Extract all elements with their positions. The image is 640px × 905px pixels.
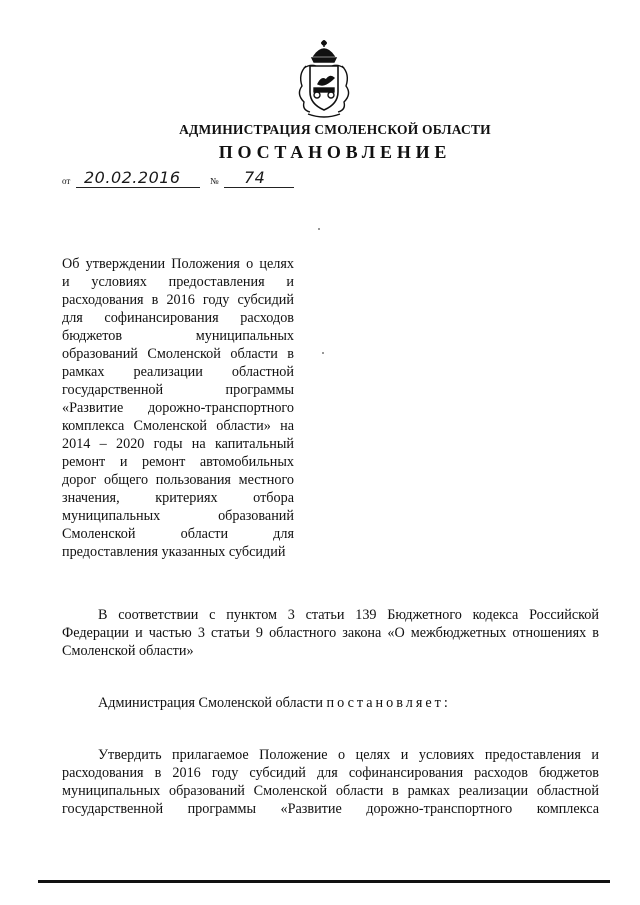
coat-of-arms-icon <box>292 38 356 120</box>
resolves-prefix: Администрация Смоленской области <box>98 695 323 711</box>
approve-paragraph: Утвердить прилагаемое Положение о целях и условиях предоставления и расходования в 2016 году субсидий для софинансирования расходов бюджетов муниципальных образований Смоленской области в рамках реализации областной государственной программы «Развитие дорожно-транспортного комплекса <box>62 747 599 817</box>
legal-basis-paragraph: В соответствии с пунктом 3 статьи 139 Бюджетного кодекса Российской Федерации и частью 3 статьи 9 областного закона «О межбюджетных отношениях в Смоленской области» <box>62 607 599 659</box>
number-label: № <box>210 176 219 186</box>
scan-speck <box>322 352 324 354</box>
date-value: 20.02.2016 <box>84 168 181 187</box>
date-number-row <box>62 170 322 192</box>
resolves-word: постановляет: <box>326 695 451 711</box>
scan-speck <box>318 228 320 230</box>
document-subject: Об утверждении Положения о целях и условиях предоставления и расходования в 2016 году субсидий для софинансирования расходов бюджетов муниципальных образований Смоленской области в рамках реализации областной государственной программы «Развитие дорожно-транспортного комплекса Смоленской области» на 2014 – 2020 годы на капитальный ремонт и ремонт автомобильных дорог общего пользования местного значения, критериях отбора муниципальных образований Смоленской области для предоставления указанных субсидий <box>62 256 294 560</box>
date-label: от <box>62 176 71 186</box>
organization-title: АДМИНИСТРАЦИЯ СМОЛЕНСКОЙ ОБЛАСТИ <box>179 122 491 137</box>
resolves-paragraph <box>62 694 599 712</box>
number-value: 74 <box>244 168 266 187</box>
page-bottom-rule <box>38 880 610 883</box>
document-type-heading: ПОСТАНОВЛЕНИЕ <box>218 142 452 162</box>
number-underline <box>224 187 294 188</box>
date-underline <box>76 187 200 188</box>
